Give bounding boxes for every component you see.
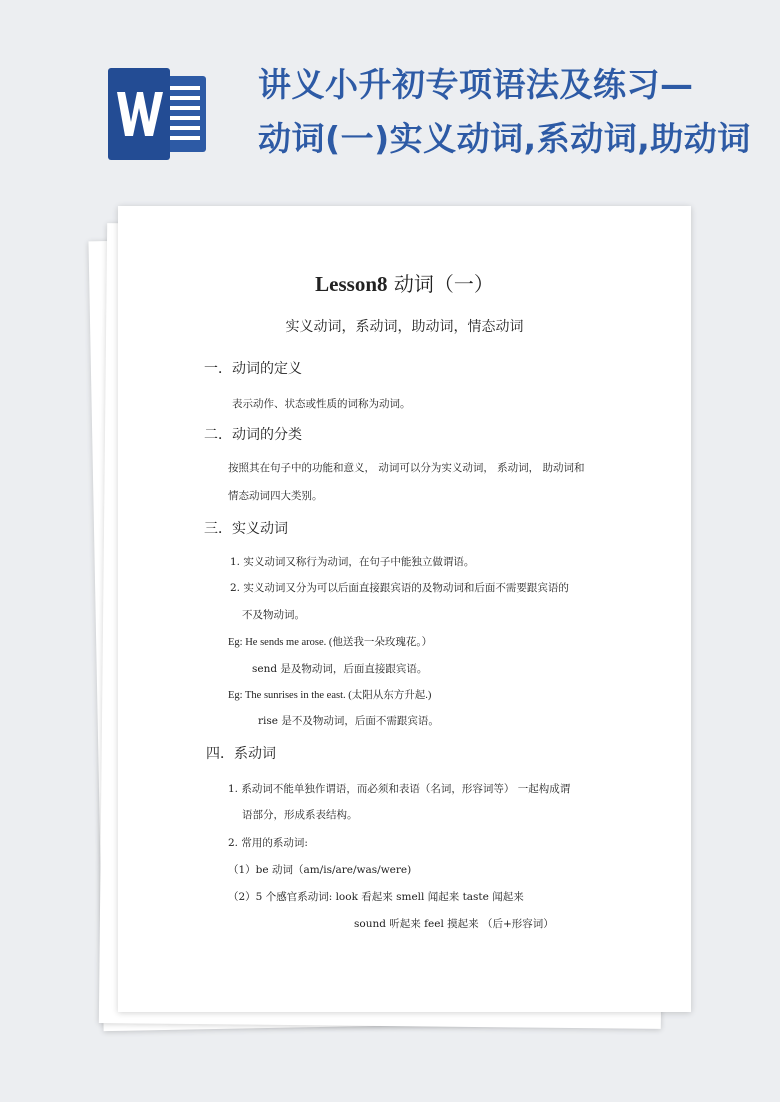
- word-icon: [108, 68, 208, 160]
- paragraph-line: 2. 常用的系动词:: [228, 837, 308, 849]
- lesson-title: [118, 268, 691, 297]
- paragraph-line: 按照其在句子中的功能和意义， 动词可以分为实义动词， 系动词， 助动词和: [228, 462, 585, 474]
- paragraph-line: 语部分，形成系表结构。: [242, 809, 358, 821]
- lesson-subtitle: 实义动词，系动词，助动词，情态动词: [285, 319, 524, 335]
- paragraph-line: 1. 实义动词又称行为动词，在句子中能独立做谓语。: [230, 556, 475, 568]
- example-sentence: Eg: The sunrises in the east. (太阳从东方升起.): [228, 690, 432, 701]
- paragraph-line: 表示动作、状态或性质的词称为动词。: [232, 398, 411, 410]
- section-heading: 二．动词的分类: [204, 427, 302, 443]
- paragraph-line: sound 听起来 feel 摸起来 （后+形容词）: [354, 918, 554, 930]
- lesson-title-en: Lesson8: [315, 272, 388, 296]
- paragraph-line: （1）be 动词（am/is/are/was/were): [228, 864, 412, 876]
- paragraph-line: 情态动词四大类别。: [228, 490, 323, 502]
- example-note: send 是及物动词，后面直接跟宾语。: [252, 663, 428, 675]
- document-title: [258, 58, 768, 166]
- title-line-2: 动词(一)实义动词,系动词,助动词: [258, 119, 751, 158]
- title-line-1: 讲义小升初专项语法及练习—: [258, 65, 694, 104]
- example-sentence: Eg: He sends me arose. (他送我一朵玫瑰花。）: [228, 637, 433, 648]
- paragraph-line: 不及物动词。: [242, 609, 305, 621]
- section-heading: 四．系动词: [206, 746, 276, 762]
- lesson-title-cn: 动词（一）: [387, 272, 494, 296]
- paragraph-line: 1. 系动词不能单独作谓语，而必须和表语（名词，形容词等） 一起构成谓: [228, 783, 571, 795]
- page-header: [0, 0, 780, 200]
- paragraph-line: 2. 实义动词又分为可以后面直接跟宾语的及物动词和后面不需要跟宾语的: [230, 582, 569, 594]
- section-heading: 三．实义动词: [204, 521, 288, 537]
- paragraph-line: （2）5 个感官系动词: look 看起来 smell 闻起来 taste 闻起来: [228, 891, 524, 903]
- document-page: [118, 206, 691, 1012]
- section-heading: 一．动词的定义: [204, 361, 302, 377]
- example-note: rise 是不及物动词，后面不需跟宾语。: [258, 715, 439, 727]
